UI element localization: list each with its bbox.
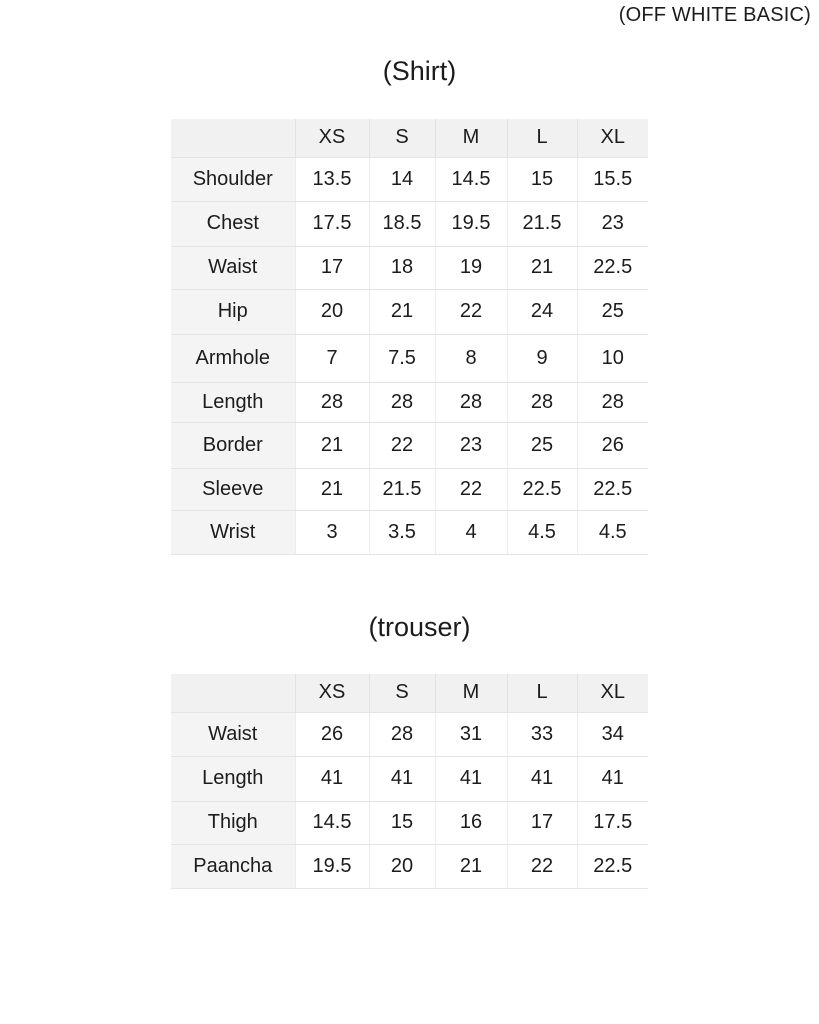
shirt-section-title: (Shirt) [382, 56, 457, 86]
shirt-table-row [171, 201, 648, 246]
trouser-table-row [171, 801, 648, 844]
trouser-measurement-label: Waist [171, 712, 295, 756]
shirt-measurement-value: 4.5 [577, 510, 648, 554]
shirt-measurement-value: 19 [435, 246, 507, 289]
shirt-measurement-value: 21 [507, 246, 577, 289]
shirt-measurement-value: 28 [435, 382, 507, 422]
trouser-table-row [171, 756, 648, 801]
trouser-measurement-value: 22 [507, 844, 577, 888]
product-label: (OFF WHITE BASIC) [618, 4, 811, 26]
shirt-measurement-value: 10 [577, 334, 648, 382]
shirt-measurement-value: 8 [435, 334, 507, 382]
shirt-table-row [171, 157, 648, 201]
trouser-measurement-value: 41 [369, 756, 435, 801]
shirt-measurement-value: 25 [577, 289, 648, 334]
shirt-measurement-value: 22 [435, 289, 507, 334]
shirt-table-row [171, 289, 648, 334]
shirt-measurement-value: 18.5 [369, 201, 435, 246]
shirt-measurement-value: 22 [435, 468, 507, 510]
shirt-measurement-value: 17.5 [295, 201, 369, 246]
trouser-measurement-value: 31 [435, 712, 507, 756]
shirt-measurement-label: Armhole [171, 334, 295, 382]
shirt-measurement-value: 14 [369, 157, 435, 201]
shirt-size-header: M [435, 119, 507, 157]
shirt-measurement-value: 3.5 [369, 510, 435, 554]
shirt-measurement-label: Shoulder [171, 157, 295, 201]
trouser-size-header: L [507, 674, 577, 712]
trouser-measurement-value: 28 [369, 712, 435, 756]
trouser-measurement-value: 41 [507, 756, 577, 801]
shirt-table-body [171, 119, 648, 554]
shirt-measurement-value: 21.5 [369, 468, 435, 510]
shirt-measurement-value: 3 [295, 510, 369, 554]
trouser-table-row [171, 844, 648, 888]
shirt-header-corner [171, 119, 295, 157]
shirt-measurement-value: 15.5 [577, 157, 648, 201]
trouser-measurement-value: 17.5 [577, 801, 648, 844]
shirt-table-row [171, 510, 648, 554]
shirt-measurement-value: 28 [369, 382, 435, 422]
shirt-measurement-value: 18 [369, 246, 435, 289]
trouser-measurement-value: 33 [507, 712, 577, 756]
shirt-measurement-value: 4.5 [507, 510, 577, 554]
shirt-table-row [171, 334, 648, 382]
shirt-table-row [171, 422, 648, 468]
trouser-measurement-value: 26 [295, 712, 369, 756]
shirt-size-table [171, 119, 648, 555]
shirt-measurement-value: 22.5 [507, 468, 577, 510]
shirt-measurement-value: 15 [507, 157, 577, 201]
trouser-measurement-value: 16 [435, 801, 507, 844]
trouser-measurement-value: 14.5 [295, 801, 369, 844]
shirt-measurement-label: Length [171, 382, 295, 422]
trouser-measurement-value: 19.5 [295, 844, 369, 888]
shirt-measurement-label: Wrist [171, 510, 295, 554]
shirt-measurement-value: 22.5 [577, 468, 648, 510]
trouser-table-row [171, 712, 648, 756]
shirt-measurement-value: 22.5 [577, 246, 648, 289]
trouser-measurement-value: 41 [577, 756, 648, 801]
shirt-size-header: L [507, 119, 577, 157]
trouser-measurement-value: 17 [507, 801, 577, 844]
shirt-measurement-label: Waist [171, 246, 295, 289]
trouser-measurement-value: 15 [369, 801, 435, 844]
shirt-size-header: XL [577, 119, 648, 157]
shirt-size-header: XS [295, 119, 369, 157]
trouser-measurement-label: Length [171, 756, 295, 801]
trouser-size-header: M [435, 674, 507, 712]
shirt-measurement-value: 28 [577, 382, 648, 422]
trouser-measurement-value: 21 [435, 844, 507, 888]
shirt-table-row [171, 468, 648, 510]
shirt-table-row [171, 382, 648, 422]
trouser-header-corner [171, 674, 295, 712]
trouser-measurement-value: 20 [369, 844, 435, 888]
shirt-measurement-value: 20 [295, 289, 369, 334]
shirt-measurement-label: Border [171, 422, 295, 468]
shirt-measurement-value: 21 [295, 422, 369, 468]
shirt-measurement-value: 13.5 [295, 157, 369, 201]
shirt-measurement-value: 24 [507, 289, 577, 334]
shirt-measurement-value: 9 [507, 334, 577, 382]
shirt-measurement-value: 23 [435, 422, 507, 468]
trouser-size-table [171, 674, 648, 889]
trouser-size-header: S [369, 674, 435, 712]
shirt-table-row [171, 246, 648, 289]
shirt-measurement-value: 17 [295, 246, 369, 289]
shirt-measurement-value: 14.5 [435, 157, 507, 201]
trouser-measurement-value: 41 [435, 756, 507, 801]
shirt-measurement-value: 7.5 [369, 334, 435, 382]
shirt-measurement-label: Chest [171, 201, 295, 246]
trouser-section-title: (trouser) [368, 612, 471, 642]
shirt-measurement-value: 21 [295, 468, 369, 510]
trouser-header-row [171, 674, 648, 712]
shirt-measurement-value: 21 [369, 289, 435, 334]
shirt-measurement-value: 25 [507, 422, 577, 468]
shirt-measurement-value: 7 [295, 334, 369, 382]
trouser-measurement-value: 34 [577, 712, 648, 756]
trouser-measurement-label: Paancha [171, 844, 295, 888]
shirt-measurement-value: 28 [295, 382, 369, 422]
shirt-measurement-value: 19.5 [435, 201, 507, 246]
shirt-measurement-value: 22 [369, 422, 435, 468]
shirt-header-row [171, 119, 648, 157]
shirt-size-header: S [369, 119, 435, 157]
shirt-measurement-label: Hip [171, 289, 295, 334]
shirt-measurement-value: 23 [577, 201, 648, 246]
trouser-table-body [171, 674, 648, 888]
shirt-measurement-value: 26 [577, 422, 648, 468]
trouser-size-header: XS [295, 674, 369, 712]
shirt-measurement-label: Sleeve [171, 468, 295, 510]
shirt-measurement-value: 21.5 [507, 201, 577, 246]
trouser-measurement-value: 41 [295, 756, 369, 801]
trouser-size-header: XL [577, 674, 648, 712]
shirt-measurement-value: 4 [435, 510, 507, 554]
shirt-measurement-value: 28 [507, 382, 577, 422]
trouser-measurement-value: 22.5 [577, 844, 648, 888]
trouser-measurement-label: Thigh [171, 801, 295, 844]
